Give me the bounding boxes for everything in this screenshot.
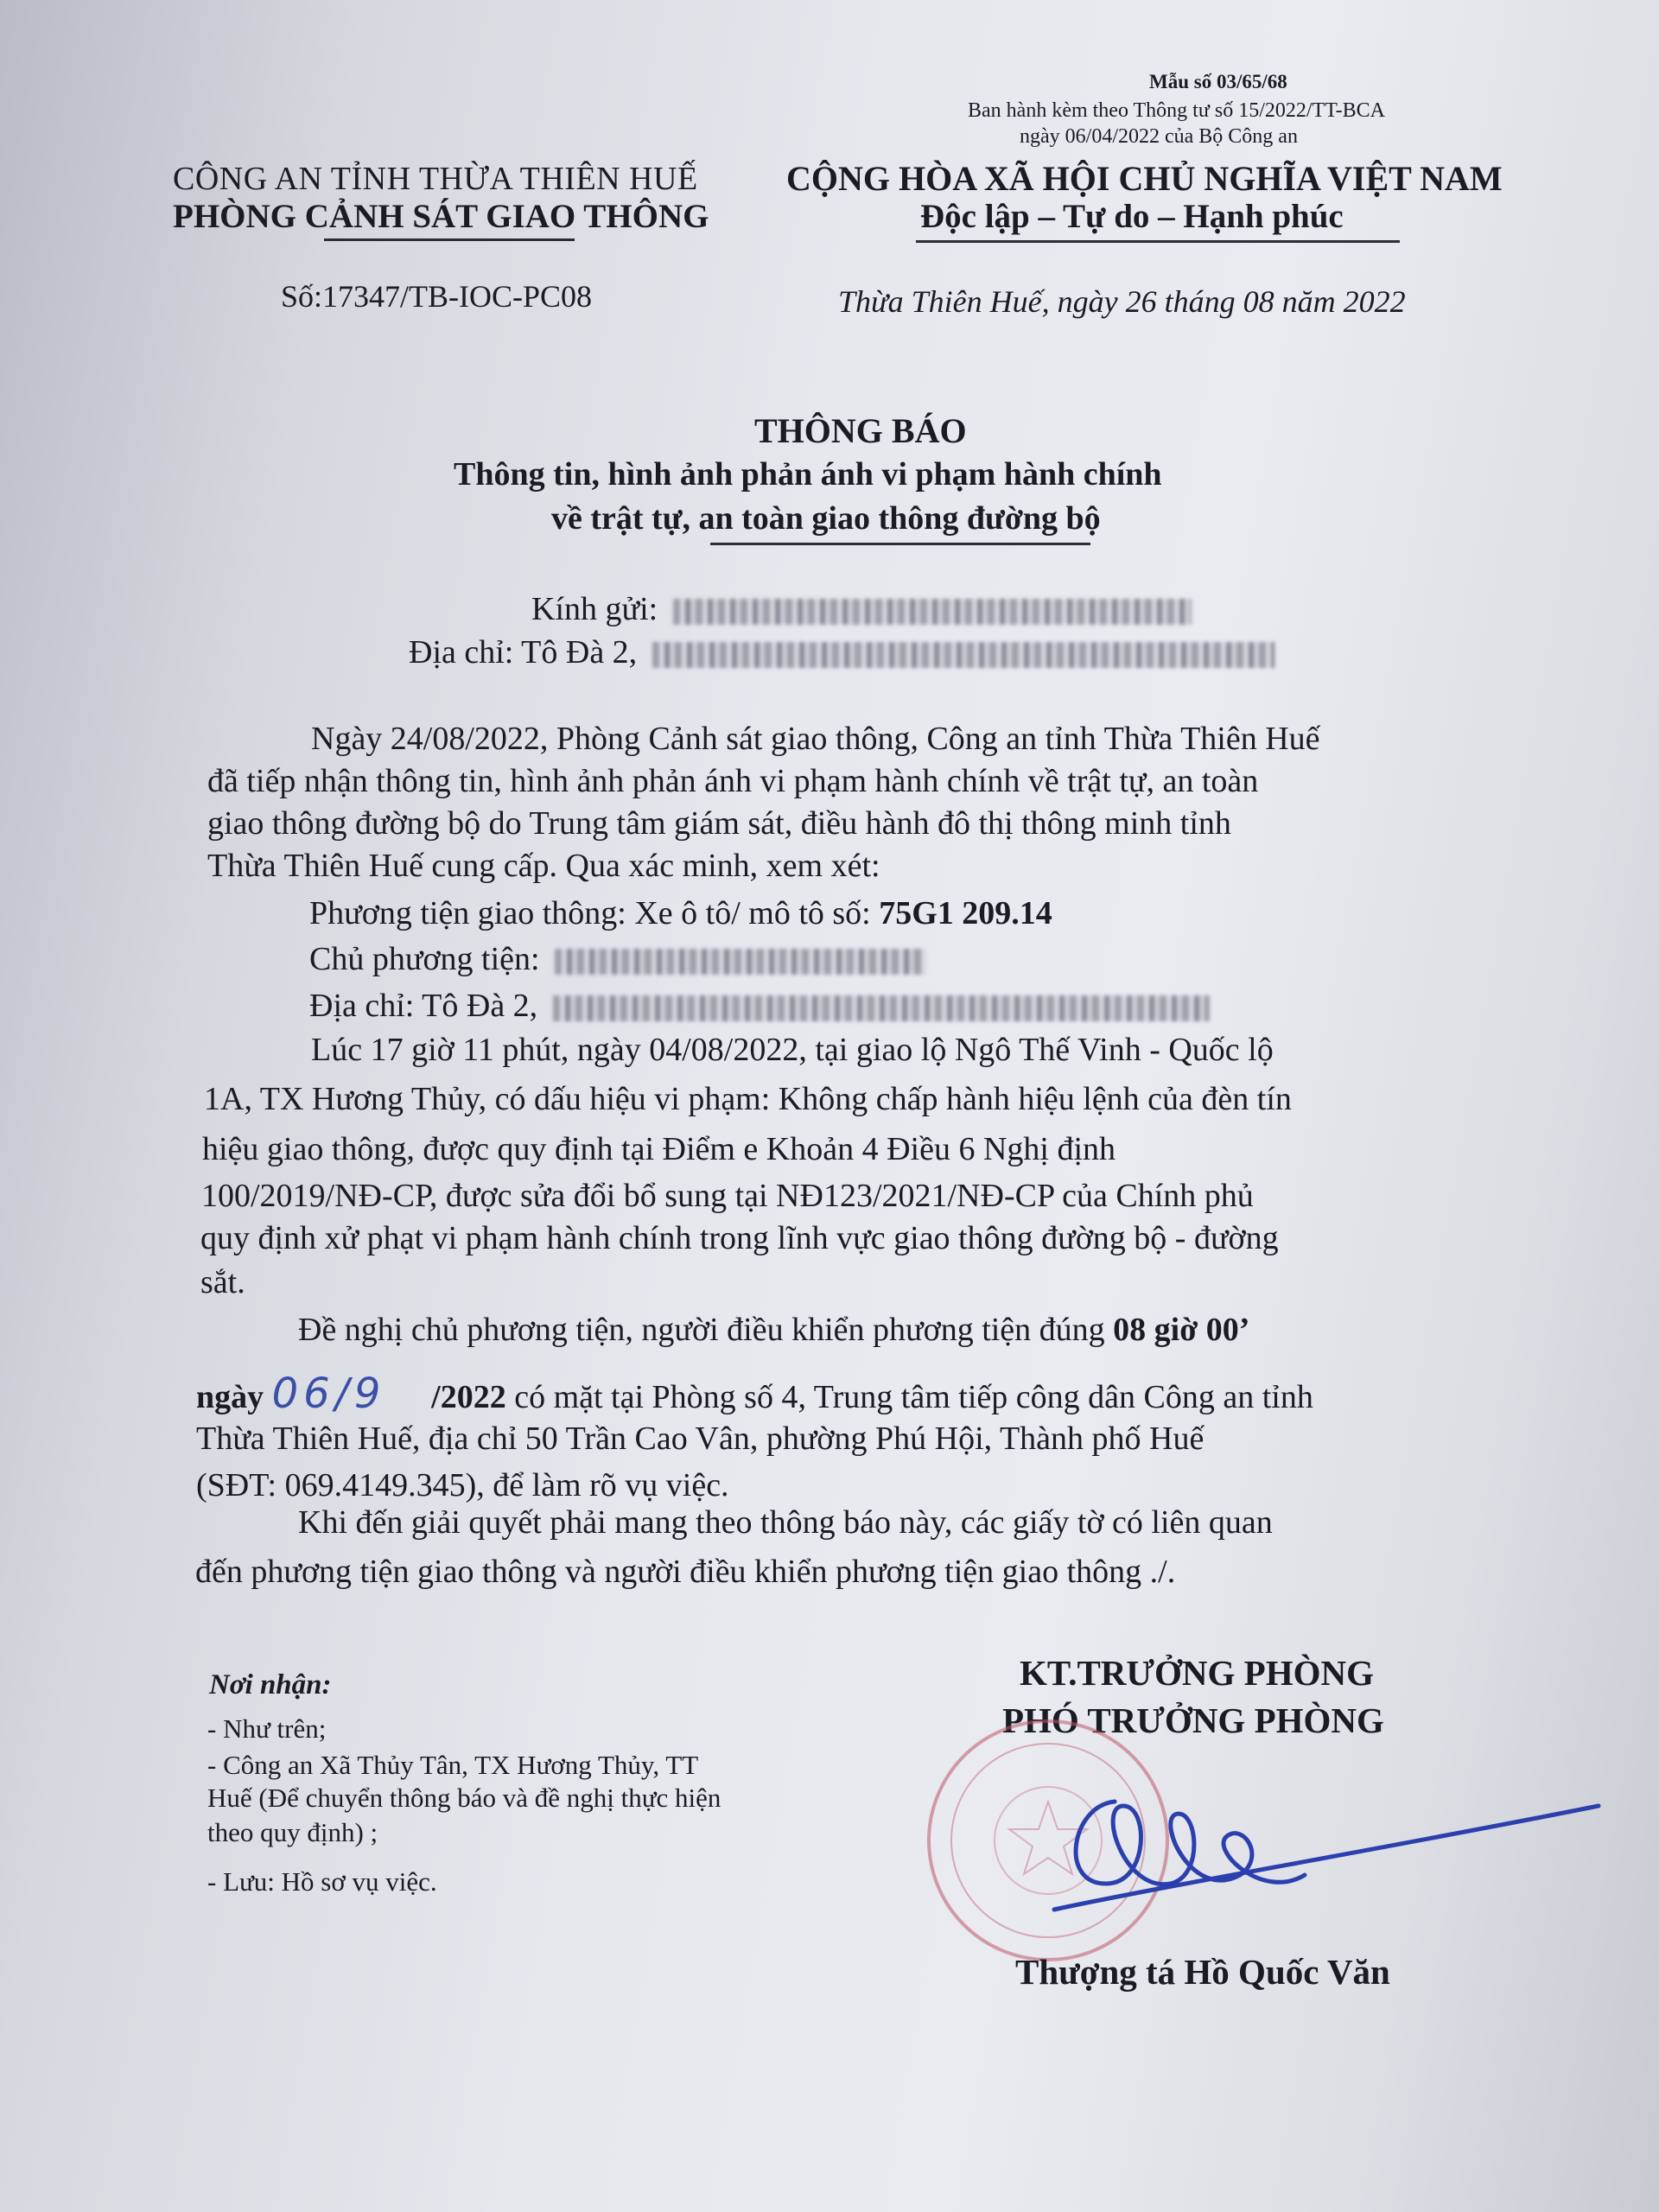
recipient-item-2: - Công an Xã Thủy Tân, TX Hương Thủy, TT	[207, 1750, 699, 1780]
body-p1-line-4: Thừa Thiên Huế cung cấp. Qua xác minh, xem xét:	[207, 848, 880, 884]
owner-address-label: Địa chỉ: Tô Đà 2,	[309, 988, 538, 1024]
body-p4-line-1: Khi đến giải quyết phải mang theo thông báo này, các giấy tờ có liên quan	[298, 1504, 1273, 1541]
recipient-item-1: - Như trên;	[207, 1713, 327, 1744]
subtitle-underline	[710, 543, 1090, 545]
document-number: Số:17347/TB-IOC-PC08	[281, 279, 593, 314]
motto: Độc lập – Tự do – Hạnh phúc	[920, 198, 1344, 235]
recipient-line	[531, 590, 1192, 628]
body-p3-line-2	[196, 1370, 1313, 1418]
body-p4-line-2: đến phương tiện giao thông và người điều khiển phương tiện giao thông ./.	[195, 1554, 1176, 1590]
body-p2-line-5: quy định xử phạt vi phạm hành chính trong lĩnh vực giao thông đường bộ - đường	[200, 1220, 1279, 1256]
agency-name: PHÒNG CẢNH SÁT GIAO THÔNG	[173, 198, 709, 235]
body-p2-line-3: hiệu giao thông, được quy định tại Điểm e Khoản 4 Điều 6 Nghị định	[202, 1131, 1116, 1167]
owner-label: Chủ phương tiện:	[309, 941, 540, 977]
appointment-time: 08 giờ 00’	[1113, 1312, 1250, 1348]
p3-day-label: ngày	[196, 1379, 264, 1415]
body-p3-line-3: Thừa Thiên Huế, địa chỉ 50 Trần Cao Vân, phường Phú Hội, Thành phố Huế	[196, 1421, 1205, 1457]
handwritten-date: 06/9	[271, 1370, 386, 1418]
recipient-address-line	[409, 633, 1274, 671]
redacted-owner-address	[553, 995, 1210, 1021]
agency-underline	[324, 238, 575, 241]
vehicle-plate: 75G1 209.14	[879, 895, 1052, 931]
recipient-label: Kính gửi:	[531, 591, 658, 627]
p3-text-c: có mặt tại Phòng số 4, Trung tâm tiếp công dân Công an tỉnh	[514, 1379, 1313, 1415]
form-code: Mẫu số 03/65/68	[1149, 71, 1287, 92]
document-subtitle-1: Thông tin, hình ảnh phản ánh vi phạm hành chính	[454, 456, 1162, 493]
appointment-year: /2022	[431, 1379, 506, 1415]
owner-address-line	[309, 987, 1210, 1025]
recipients-title: Nơi nhận:	[209, 1669, 332, 1700]
place-date: Thừa Thiên Huế, ngày 26 tháng 08 năm 2022	[838, 284, 1406, 319]
redacted-recipient-name	[673, 599, 1192, 625]
body-p1-line-1: Ngày 24/08/2022, Phòng Cảnh sát giao thông, Công an tỉnh Thừa Thiên Huế	[311, 721, 1320, 757]
redacted-recipient-address	[652, 642, 1274, 668]
body-p2-line-4: 100/2019/NĐ-CP, được sửa đổi bổ sung tại NĐ123/2021/NĐ-CP của Chính phủ	[201, 1178, 1254, 1214]
signer-name: Thượng tá Hồ Quốc Văn	[1015, 1952, 1390, 1992]
redacted-owner-name	[555, 949, 926, 975]
owner-line	[309, 940, 926, 978]
body-p3-line-1	[298, 1311, 1249, 1349]
recipient-item-4: theo quy định) ;	[207, 1817, 378, 1847]
recipient-item-3: Huế (Để chuyển thông báo và đề nghị thực hiện	[207, 1783, 721, 1813]
signature-icon	[1020, 1754, 1616, 1944]
document-title: THÔNG BÁO	[754, 411, 967, 450]
sign-title-1: KT.TRƯỞNG PHÒNG	[1020, 1653, 1374, 1693]
vehicle-line	[309, 894, 1052, 932]
p3-text-a: Đề nghị chủ phương tiện, người điều khiển phương tiện đúng	[298, 1312, 1105, 1348]
recipient-item-5: - Lưu: Hồ sơ vụ việc.	[207, 1866, 437, 1897]
agency-parent: CÔNG AN TỈNH THỪA THIÊN HUẾ	[173, 161, 698, 197]
body-p1-line-3: giao thông đường bộ do Trung tâm giám sát, điều hành đô thị thông minh tỉnh	[207, 805, 1231, 842]
form-note-2: ngày 06/04/2022 của Bộ Công an	[1020, 125, 1298, 148]
nation-title: CỘNG HÒA XÃ HỘI CHỦ NGHĨA VIỆT NAM	[786, 159, 1503, 198]
motto-underline	[916, 240, 1400, 243]
body-p2-line-1: Lúc 17 giờ 11 phút, ngày 04/08/2022, tại giao lộ Ngô Thế Vinh - Quốc lộ	[311, 1032, 1274, 1068]
sign-title-2: PHÓ TRƯỞNG PHÒNG	[1002, 1700, 1384, 1740]
vehicle-label: Phương tiện giao thông: Xe ô tô/ mô tô số:	[309, 895, 871, 931]
form-note-1: Ban hành kèm theo Thông tư số 15/2022/TT-BCA	[968, 99, 1385, 122]
body-p1-line-2: đã tiếp nhận thông tin, hình ảnh phản ánh vi phạm hành chính về trật tự, an toàn	[207, 763, 1259, 799]
document-subtitle-2: về trật tự, an toàn giao thông đường bộ	[551, 500, 1101, 537]
body-p3-line-4: (SĐT: 069.4149.345), để làm rõ vụ việc.	[196, 1467, 729, 1503]
body-p2-line-2: 1A, TX Hương Thủy, có dấu hiệu vi phạm: Không chấp hành hiệu lệnh của đèn tín	[204, 1081, 1292, 1117]
recipient-address-label: Địa chỉ: Tô Đà 2,	[409, 634, 638, 671]
body-p2-line-6: sắt.	[200, 1264, 245, 1300]
